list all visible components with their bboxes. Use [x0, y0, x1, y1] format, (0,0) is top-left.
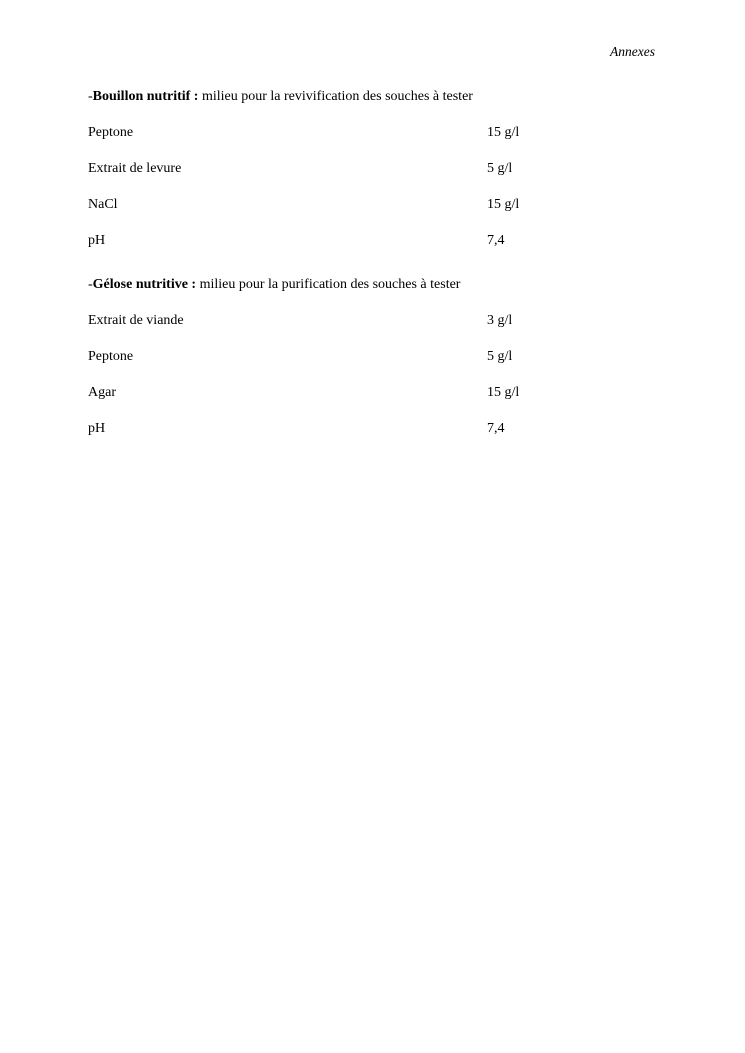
- section-bouillon-nutritif: [88, 86, 648, 252]
- ingredient-name: Extrait de levure: [88, 161, 182, 176]
- ingredient-value: 15 g/l: [487, 385, 520, 400]
- ingredient-value: 5 g/l: [487, 349, 513, 364]
- running-header: Annexes: [610, 44, 655, 59]
- heading-title: Gélose nutritive :: [92, 277, 197, 292]
- ingredient-name: Peptone: [88, 125, 134, 140]
- composition-row: [88, 230, 648, 252]
- heading-prefix: -: [88, 89, 93, 104]
- section-gelose-nutritive: [88, 274, 648, 440]
- heading-prefix: -: [88, 277, 93, 292]
- heading-description: milieu pour la purification des souches à tester: [196, 277, 461, 292]
- composition-row: [88, 346, 648, 368]
- composition-row: [88, 310, 648, 332]
- ingredient-value: 15 g/l: [487, 197, 520, 212]
- composition-row: [88, 158, 648, 180]
- ingredient-value: 3 g/l: [487, 313, 513, 328]
- ingredient-value: 15 g/l: [487, 125, 520, 140]
- heading-title: Bouillon nutritif :: [92, 89, 199, 104]
- composition-row: [88, 122, 648, 144]
- section-heading: [88, 274, 648, 296]
- heading-description: milieu pour la revivification des souches à tester: [198, 89, 473, 104]
- ingredient-name: pH: [88, 233, 106, 248]
- ingredient-value: 5 g/l: [487, 161, 513, 176]
- ingredient-name: pH: [88, 421, 106, 436]
- composition-row: [88, 418, 648, 440]
- ingredient-name: Extrait de viande: [88, 313, 184, 328]
- ingredient-value: 7,4: [487, 233, 505, 248]
- ingredient-name: NaCl: [88, 197, 118, 212]
- composition-row: [88, 382, 648, 404]
- ingredient-name: Agar: [88, 385, 116, 400]
- section-heading: [88, 86, 648, 108]
- ingredient-name: Peptone: [88, 349, 134, 364]
- ingredient-value: 7,4: [487, 421, 505, 436]
- composition-row: [88, 194, 648, 216]
